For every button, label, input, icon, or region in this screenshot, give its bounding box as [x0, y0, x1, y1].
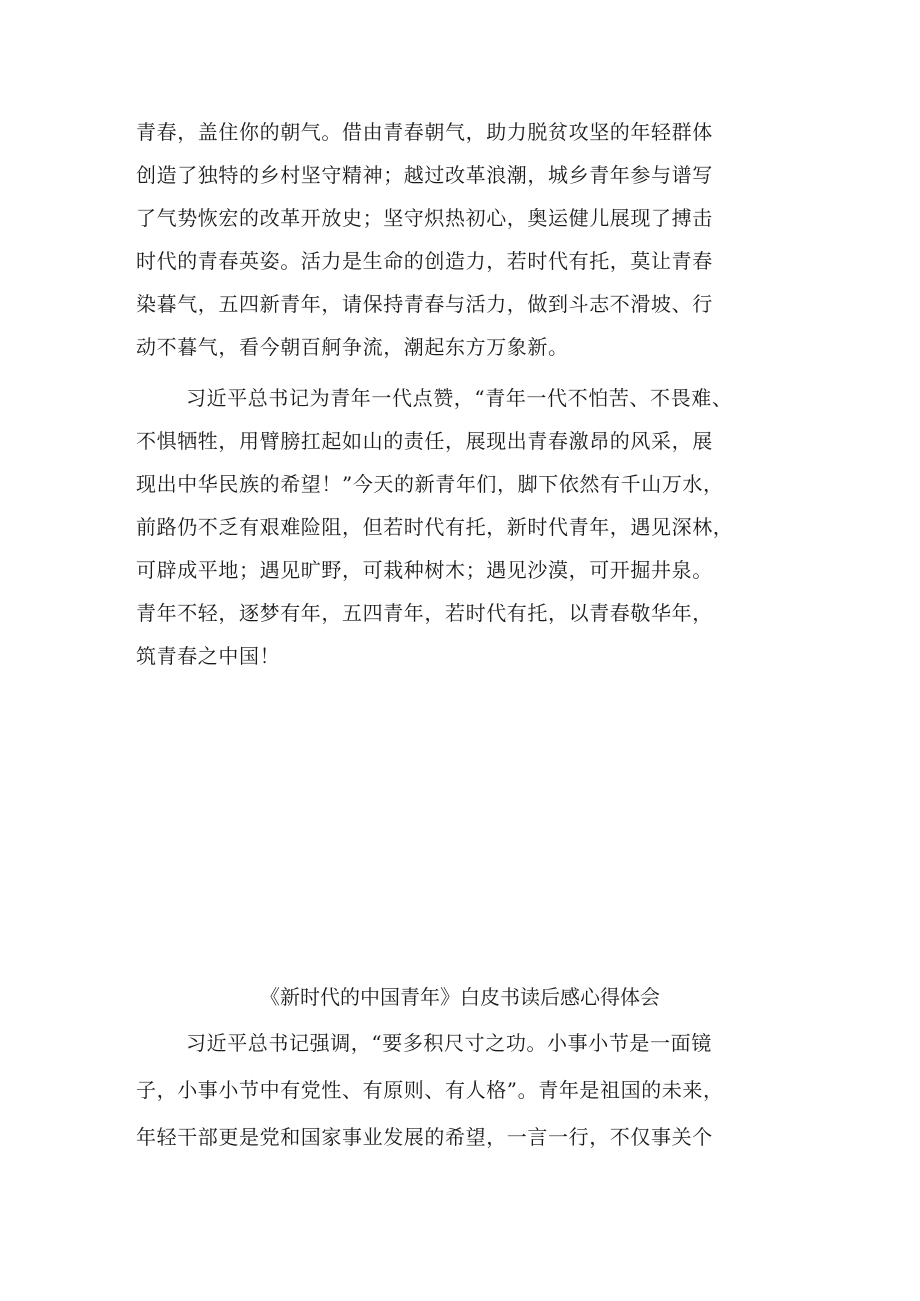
section-paragraph-line-2: 子，小事小节中有党性、有原则、有人格”。青年是祖国的未来，	[136, 1078, 724, 1102]
paragraph-1-line-5: 染暮气，五四新青年，请保持青春与活力，做到斗志不滑坡、行	[136, 292, 713, 316]
paragraph-2-line-5: 可辟成平地；遇见旷野，可栽种树木；遇见沙漠，可开掘井泉。	[136, 558, 713, 582]
section-paragraph-line-1: 习近平总书记强调，“要多积尺寸之功。小事小节是一面镜	[186, 1031, 712, 1055]
paragraph-1-line-2: 创造了独特的乡村坚守精神；越过改革浪潮，城乡青年参与谱写	[136, 163, 713, 187]
paragraph-1-line-1: 青春，盖住你的朝气。借由青春朝气，助力脱贫攻坚的年轻群体	[136, 120, 713, 144]
paragraph-2-line-3: 现出中华民族的希望！”今天的新青年们，脚下依然有千山万水，	[136, 472, 724, 496]
paragraph-2-line-4: 前路仍不乏有艰难险阻，但若时代有托，新时代青年，遇见深林，	[136, 515, 734, 539]
section-paragraph-line-3: 年轻干部更是党和国家事业发展的希望，一言一行，不仅事关个	[136, 1125, 713, 1149]
paragraph-2-line-7: 筑青春之中国！	[136, 644, 281, 668]
paragraph-1-line-4: 时代的青春英姿。活力是生命的创造力，若时代有托，莫让青春	[136, 249, 713, 273]
paragraph-1-line-3: 了气势恢宏的改革开放史；坚守炽热初心，奥运健儿展现了搏击	[136, 206, 713, 230]
paragraph-2-line-6: 青年不轻，逐梦有年，五四青年，若时代有托，以青春敬华年，	[136, 601, 713, 625]
paragraph-2-line-2: 不惧牺牲，用臂膀扛起如山的责任，展现出青春激昂的风采，展	[136, 429, 713, 453]
paragraph-1-line-6: 动不暮气，看今朝百舸争流，潮起东方万象新。	[136, 335, 569, 359]
section-title: 《新时代的中国青年》白皮书读后感心得体会	[260, 985, 660, 1009]
paragraph-2-line-1: 习近平总书记为青年一代点赞，“青年一代不怕苦、不畏难、	[186, 386, 733, 410]
